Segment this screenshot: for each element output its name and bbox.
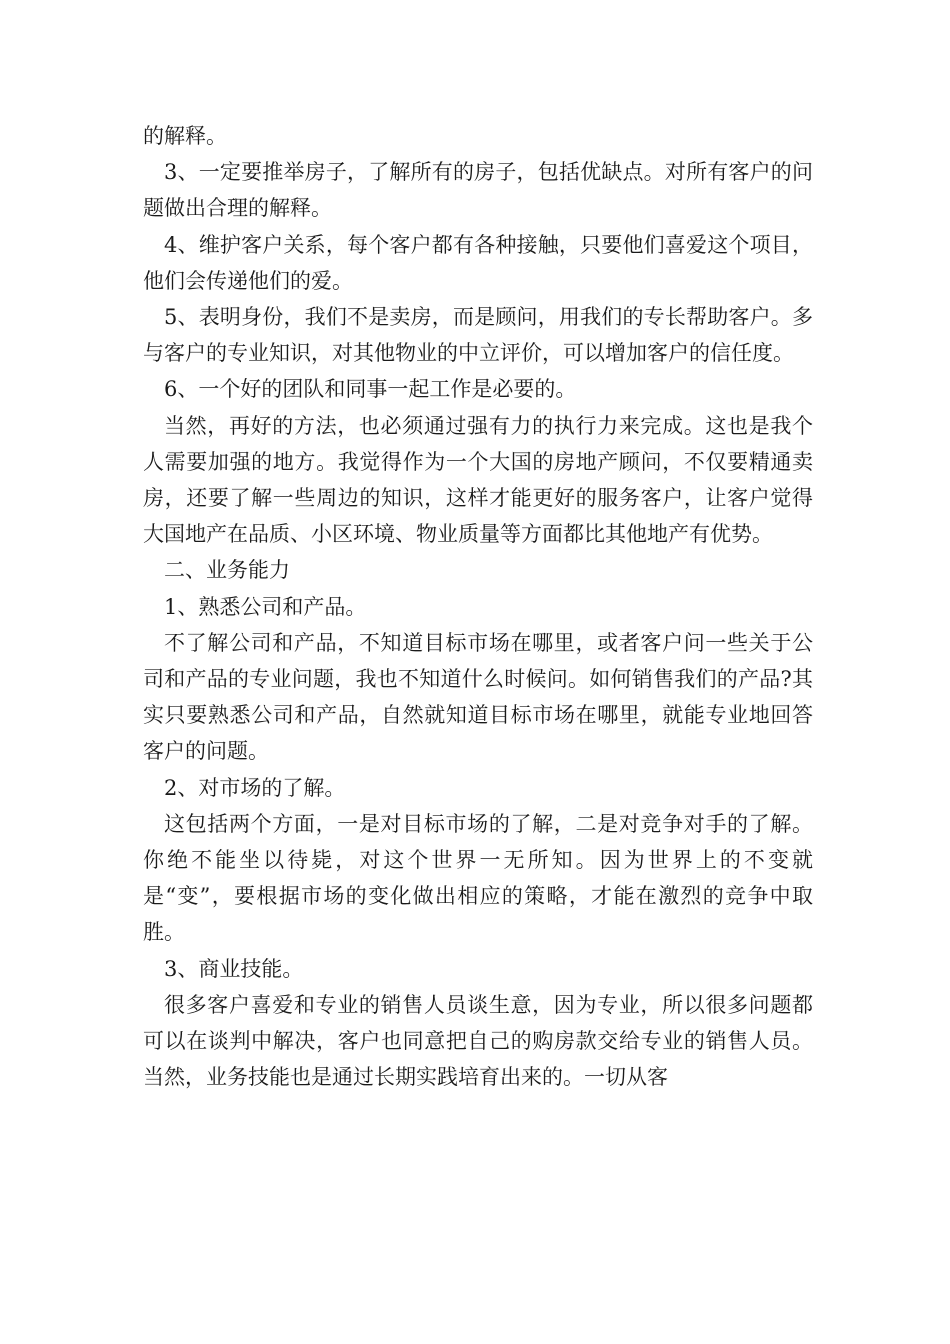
paragraph-item-3: 3、一定要推举房子，了解所有的房子，包括优缺点。对所有客户的问题做出合理的解释。 <box>143 160 813 221</box>
paragraph-item-4: 4、维护客户关系，每个客户都有各种接触，只要他们喜爱这个项目，他们会传递他们的爱。 <box>143 232 813 293</box>
paragraph-item-5: 5、表明身份，我们不是卖房，而是顾问，用我们的专长帮助客户。多与客户的专业知识，对其他物业的中立评价，可以增加客户的信任度。 <box>143 305 813 366</box>
paragraph-item-6: 6、一个好的团队和同事一起工作是必要的。 <box>164 377 577 402</box>
subheading-know-company: 1、熟悉公司和产品。 <box>164 594 367 619</box>
paragraph-continuation: 的解释。 <box>143 124 227 148</box>
paragraph-know-company: 不了解公司和产品，不知道目标市场在哪里，或者客户问一些关于公司和产品的专业问题，我也不知道什么时候问。如何销售我们的产品?其实只要熟悉公司和产品，自然就知道目标市场在哪里，就能专业地回答客户的问题。 <box>143 630 813 764</box>
subheading-know-market: 2、对市场的了解。 <box>164 775 346 800</box>
paragraph-business-skills: 很多客户喜爱和专业的销售人员谈生意，因为专业，所以很多问题都可以在谈判中解决，客户也同意把自己的购房款交给专业的销售人员。当然，业务技能也是通过长期实践培育出来的。一切从客 <box>143 992 813 1090</box>
section-heading-business-ability: 二、业务能力 <box>164 558 290 583</box>
subheading-business-skills: 3、商业技能。 <box>164 956 304 981</box>
document-body <box>143 118 813 1095</box>
paragraph-execution: 当然，再好的方法，也必须通过强有力的执行力来完成。这也是我个人需要加强的地方。我觉得作为一个大国的房地产顾问，不仅要精通卖房，还要了解一些周边的知识，这样才能更好的服务客户，让客户觉得大国地产在品质、小区环境、物业质量等方面都比其他地产有优势。 <box>143 413 813 547</box>
paragraph-know-market: 这包括两个方面，一是对目标市场的了解，二是对竞争对手的了解。你绝不能坐以待毙，对这个世界一无所知。因为世界上的不变就是“变”，要根据市场的变化做出相应的策略，才能在激烈的竞争中取胜。 <box>143 811 813 945</box>
